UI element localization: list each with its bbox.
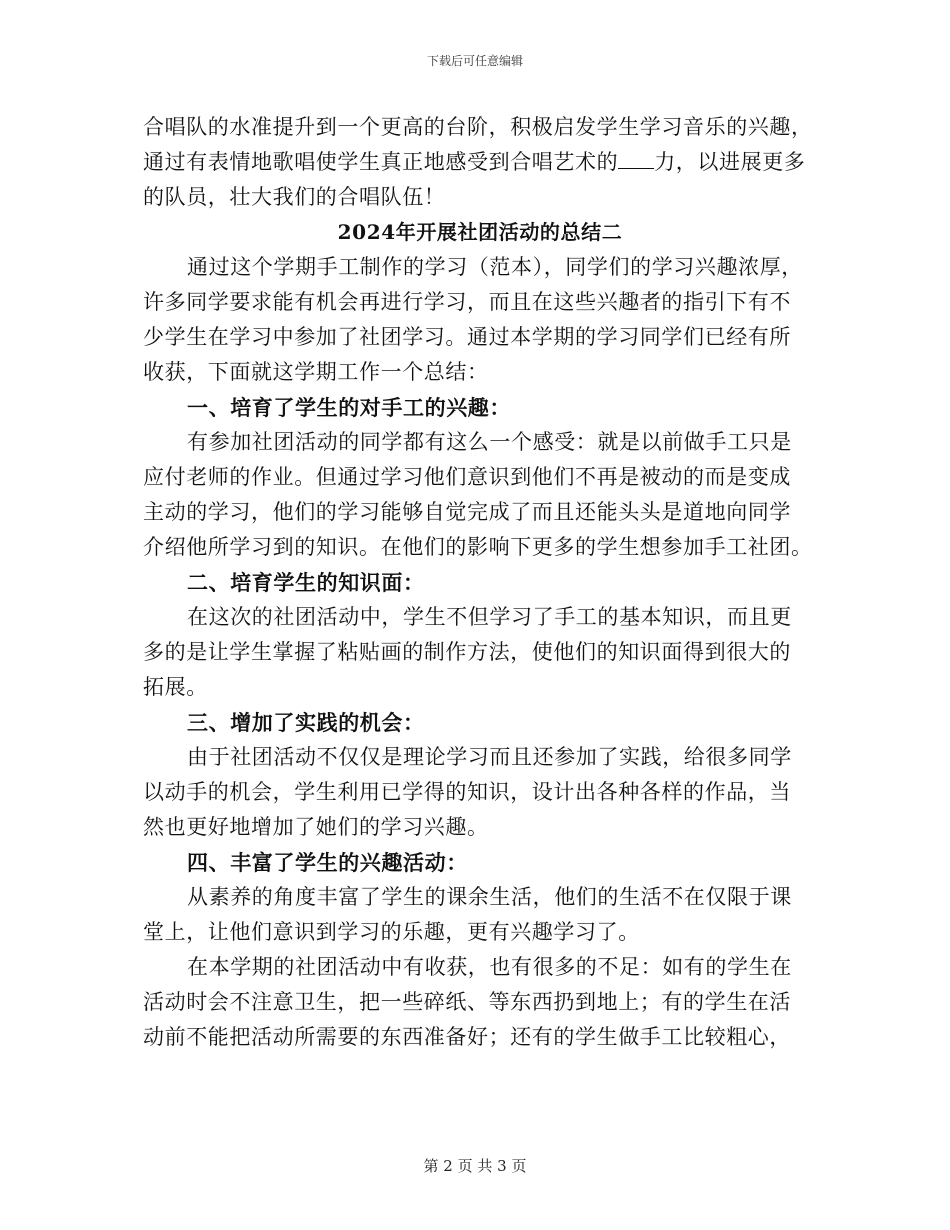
paragraph-line: 在这次的社团活动中，学生不但学习了手工的基本知识，而且更 [187, 605, 792, 629]
paragraph-line [143, 145, 806, 180]
paragraph-line: 拓展。 [143, 675, 208, 699]
paragraph-text: 通过有表情地歌唱使学生真正地感受到合唱艺术的 [143, 150, 619, 174]
paragraph-line: 的队员，壮大我们的合唱队伍！ [143, 185, 446, 209]
page-number-footer: 第 2 页 共 3 页 [423, 1157, 527, 1175]
document-body [143, 110, 813, 1055]
paragraph-line: 少学生在学习中参加了社团学习。通过本学期的学习同学们已经有所 [143, 325, 791, 349]
paragraph-line: 通过这个学期手工制作的学习（范本），同学们的学习兴趣浓厚， [187, 255, 803, 279]
paragraph-line: 合唱队的水准提升到一个更高的台阶，积极启发学生学习音乐的兴趣， [143, 115, 813, 139]
paragraph-line: 堂上，让他们意识到学习的乐趣，更有兴趣学习了。 [143, 920, 640, 944]
section-heading-4: 四、丰富了学生的兴趣活动： [187, 850, 468, 875]
paragraph-line: 有参加社团活动的同学都有这么一个感受：就是以前做手工只是 [187, 430, 792, 454]
paragraph-line: 主动的学习，他们的学习能够自觉完成了而且还能头头是道地向同学 [143, 500, 791, 524]
section-title: 2024年开展社团活动的总结二 [337, 220, 623, 244]
page-header-note: 下载后可任意编辑 [426, 54, 523, 68]
section-heading-1: 一、培育了学生的对手工的兴趣： [187, 395, 511, 420]
paragraph-line: 由于社团活动不仅仅是理论学习而且还参加了实践，给很多同学 [187, 745, 792, 769]
paragraph-line: 在本学期的社团活动中有收获，也有很多的不足：如有的学生在 [187, 955, 792, 979]
paragraph-line: 从素养的角度丰富了学生的课余生活，他们的生活不在仅限于课 [187, 885, 792, 909]
paragraph-line: 然也更好地增加了她们的学习兴趣。 [143, 815, 489, 839]
section-heading-3: 三、增加了实践的机会： [187, 710, 425, 735]
paragraph-line: 许多同学要求能有机会再进行学习，而且在这些兴趣者的指引下有不 [143, 290, 791, 314]
paragraph-line: 多的是让学生掌握了粘贴画的制作方法，使他们的知识面得到很大的 [143, 640, 791, 664]
paragraph-line: 动前不能把活动所需要的东西准备好；还有的学生做手工比较粗心， [143, 1025, 791, 1049]
paragraph-line: 以动手的机会，学生利用已学得的知识，设计出各种各样的作品，当 [143, 780, 791, 804]
paragraph-line: 介绍他所学习到的知识。在他们的影响下更多的学生想参加手工社团。 [143, 535, 813, 559]
paragraph-text: 力，以进展更多 [654, 150, 806, 174]
paragraph-line: 活动时会不注意卫生，把一些碎纸、等东西扔到地上；有的学生在活 [143, 990, 791, 1014]
section-heading-2: 二、培育学生的知识面： [187, 570, 425, 595]
paragraph-line: 收获，下面就这学期工作一个总结： [143, 360, 489, 384]
fill-in-blank [618, 150, 654, 169]
paragraph-line: 应付老师的作业。但通过学习他们意识到他们不再是被动的而是变成 [143, 465, 791, 489]
